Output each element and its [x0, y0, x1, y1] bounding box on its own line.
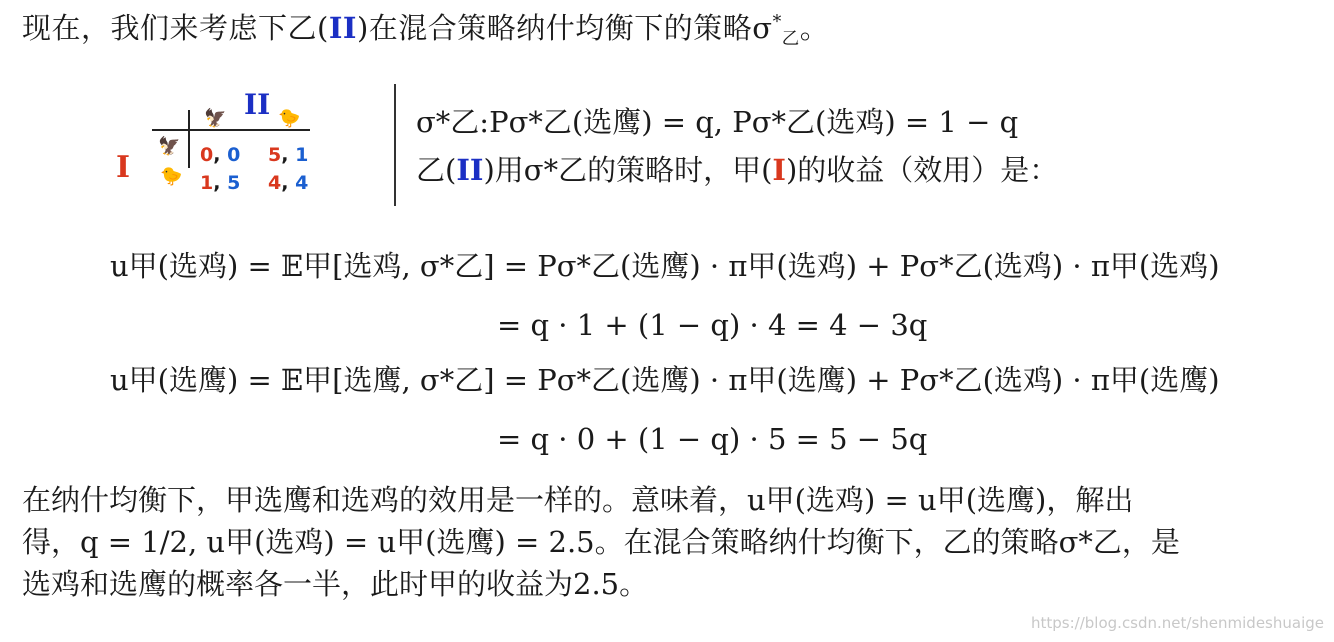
payoff-table — [110, 88, 330, 208]
payoff-intro-text-3: )的收益（效用）是： — [785, 153, 1059, 187]
row-player-label: I — [116, 150, 131, 185]
table-hline — [152, 129, 310, 131]
intro-text: 现在，我们来考虑下乙( — [22, 11, 329, 45]
eagle-icon: 🦅 — [158, 136, 181, 157]
conclusion-line-2: 得，q = 1/2, u甲(选鸡) = u甲(选鹰) = 2.5。在混合策略纳什均衡下，乙的策略σ*乙，是 — [22, 525, 1180, 559]
conclusion-line-1: 在纳什均衡下，甲选鹰和选鸡的效用是一样的。意味着，u甲(选鸡) = u甲(选鹰)，解出 — [22, 483, 1134, 517]
payoff-intro-text: 乙( — [416, 153, 457, 187]
equation-chicken: u甲(选鸡) = 𝔼甲[选鸡, σ*乙] = Pσ*乙(选鹰) · π甲(选鸡) + Pσ*乙(选鸡) · π甲(选鸡) — [110, 249, 1220, 283]
chick-icon: 🐤 — [160, 166, 183, 187]
player-i-label: I — [772, 153, 786, 187]
payoff-intro — [416, 148, 1058, 189]
watermark: https://blog.csdn.net/shenmideshuaige — [1031, 614, 1324, 632]
equation-chicken-result: = q · 1 + (1 − q) · 4 = 4 − 3q — [497, 308, 928, 342]
payoff-cell: 0, 0 — [200, 144, 241, 166]
payoff-cell: 5, 1 — [268, 144, 309, 166]
intro-text-2: )在混合策略纳什均衡下的策略σ — [356, 11, 773, 45]
equation-hawk-result: = q · 0 + (1 − q) · 5 = 5 − 5q — [497, 422, 928, 456]
strategy-definition: σ*乙:Pσ*乙(选鹰) = q, Pσ*乙(选鸡) = 1 − q — [416, 105, 1019, 139]
column-player-label: II — [244, 88, 271, 121]
payoff-intro-text-2: )用σ*乙的策略时，甲( — [483, 153, 773, 187]
intro-line: 现在，我们来考虑下乙(II)在混合策略纳什均衡下的策略$\sigma^*_乙$。 — [22, 11, 830, 50]
player-ii-label: II — [328, 11, 357, 45]
intro-sub: 乙 — [781, 29, 800, 50]
conclusion-line-3: 选鸡和选鹰的概率各一半，此时甲的收益为2.5。 — [22, 567, 649, 601]
separator-line — [394, 84, 396, 206]
equation-hawk: u甲(选鹰) = 𝔼甲[选鹰, σ*乙] = Pσ*乙(选鹰) · π甲(选鹰) + Pσ*乙(选鸡) · π甲(选鹰) — [110, 363, 1220, 397]
payoff-cell: 1, 5 — [200, 172, 241, 194]
payoff-cell: 4, 4 — [268, 172, 309, 194]
eagle-icon: 🦅 — [204, 108, 227, 129]
chick-icon: 🐤 — [278, 108, 301, 129]
table-vline — [188, 110, 190, 168]
player-ii-label: II — [456, 153, 484, 187]
intro-end: 。 — [799, 11, 830, 45]
